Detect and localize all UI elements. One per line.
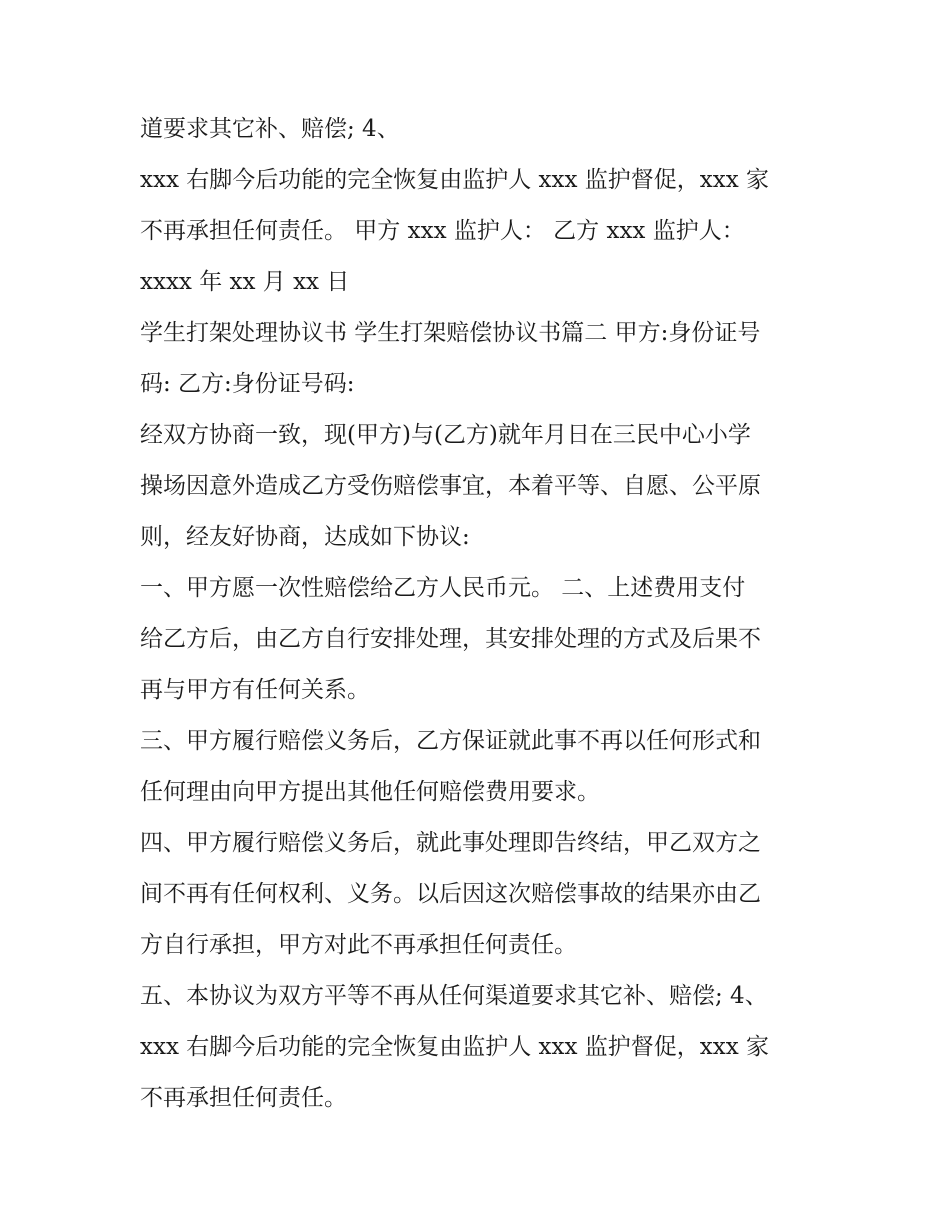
text-line: 间不再有任何权利、义务。以后因这次赔偿事故的结果亦由乙 [140,881,761,907]
text-line: xxxx 年 xx 月 xx 日 [140,269,350,295]
text-line: xxx 右脚今后功能的完全恢复由监护人 xxx 监护督促，xxx 家 [140,167,769,193]
text-line: xxx 右脚今后功能的完全恢复由监护人 xxx 监护督促，xxx 家 [140,1034,769,1060]
document-body [140,104,830,1124]
text-line: 则，经友好协商，达成如下协议: [140,524,470,550]
text-line: 经双方协商一致，现(甲方)与(乙方)就年月日在三民中心小学 [140,422,751,448]
text-line: 操场因意外造成乙方受伤赔偿事宜，本着平等、自愿、公平原 [140,473,761,499]
text-line: 再与甲方有任何关系。 [140,677,370,703]
text-line: 三、甲方履行赔偿义务后，乙方保证就此事不再以任何形式和 [140,728,761,754]
text-line: 给乙方后，由乙方自行安排处理，其安排处理的方式及后果不 [140,626,761,652]
text-line: 不再承担任何责任。 [140,1085,347,1111]
text-line: 任何理由向甲方提出其他任何赔偿费用要求。 [140,779,600,805]
text-line: 道要求其它补、赔偿; 4、 [140,116,400,142]
text-line: 五、本协议为双方平等不再从任何渠道要求其它补、赔偿; 4、 [140,983,768,1009]
text-line: 学生打架处理协议书 学生打架赔偿协议书篇二 甲方:身份证号 [140,320,761,346]
text-line: 四、甲方履行赔偿义务后，就此事处理即告终结，甲乙双方之 [140,830,761,856]
text-line: 一、甲方愿一次性赔偿给乙方人民币元。 二、上述费用支付 [140,575,746,601]
text-line: 不再承担任何责任。 甲方 xxx 监护人： 乙方 xxx 监护人： [140,218,745,244]
text-line: 方自行承担，甲方对此不再承担任何责任。 [140,932,577,958]
text-line: 码: 乙方:身份证号码: [140,371,355,397]
